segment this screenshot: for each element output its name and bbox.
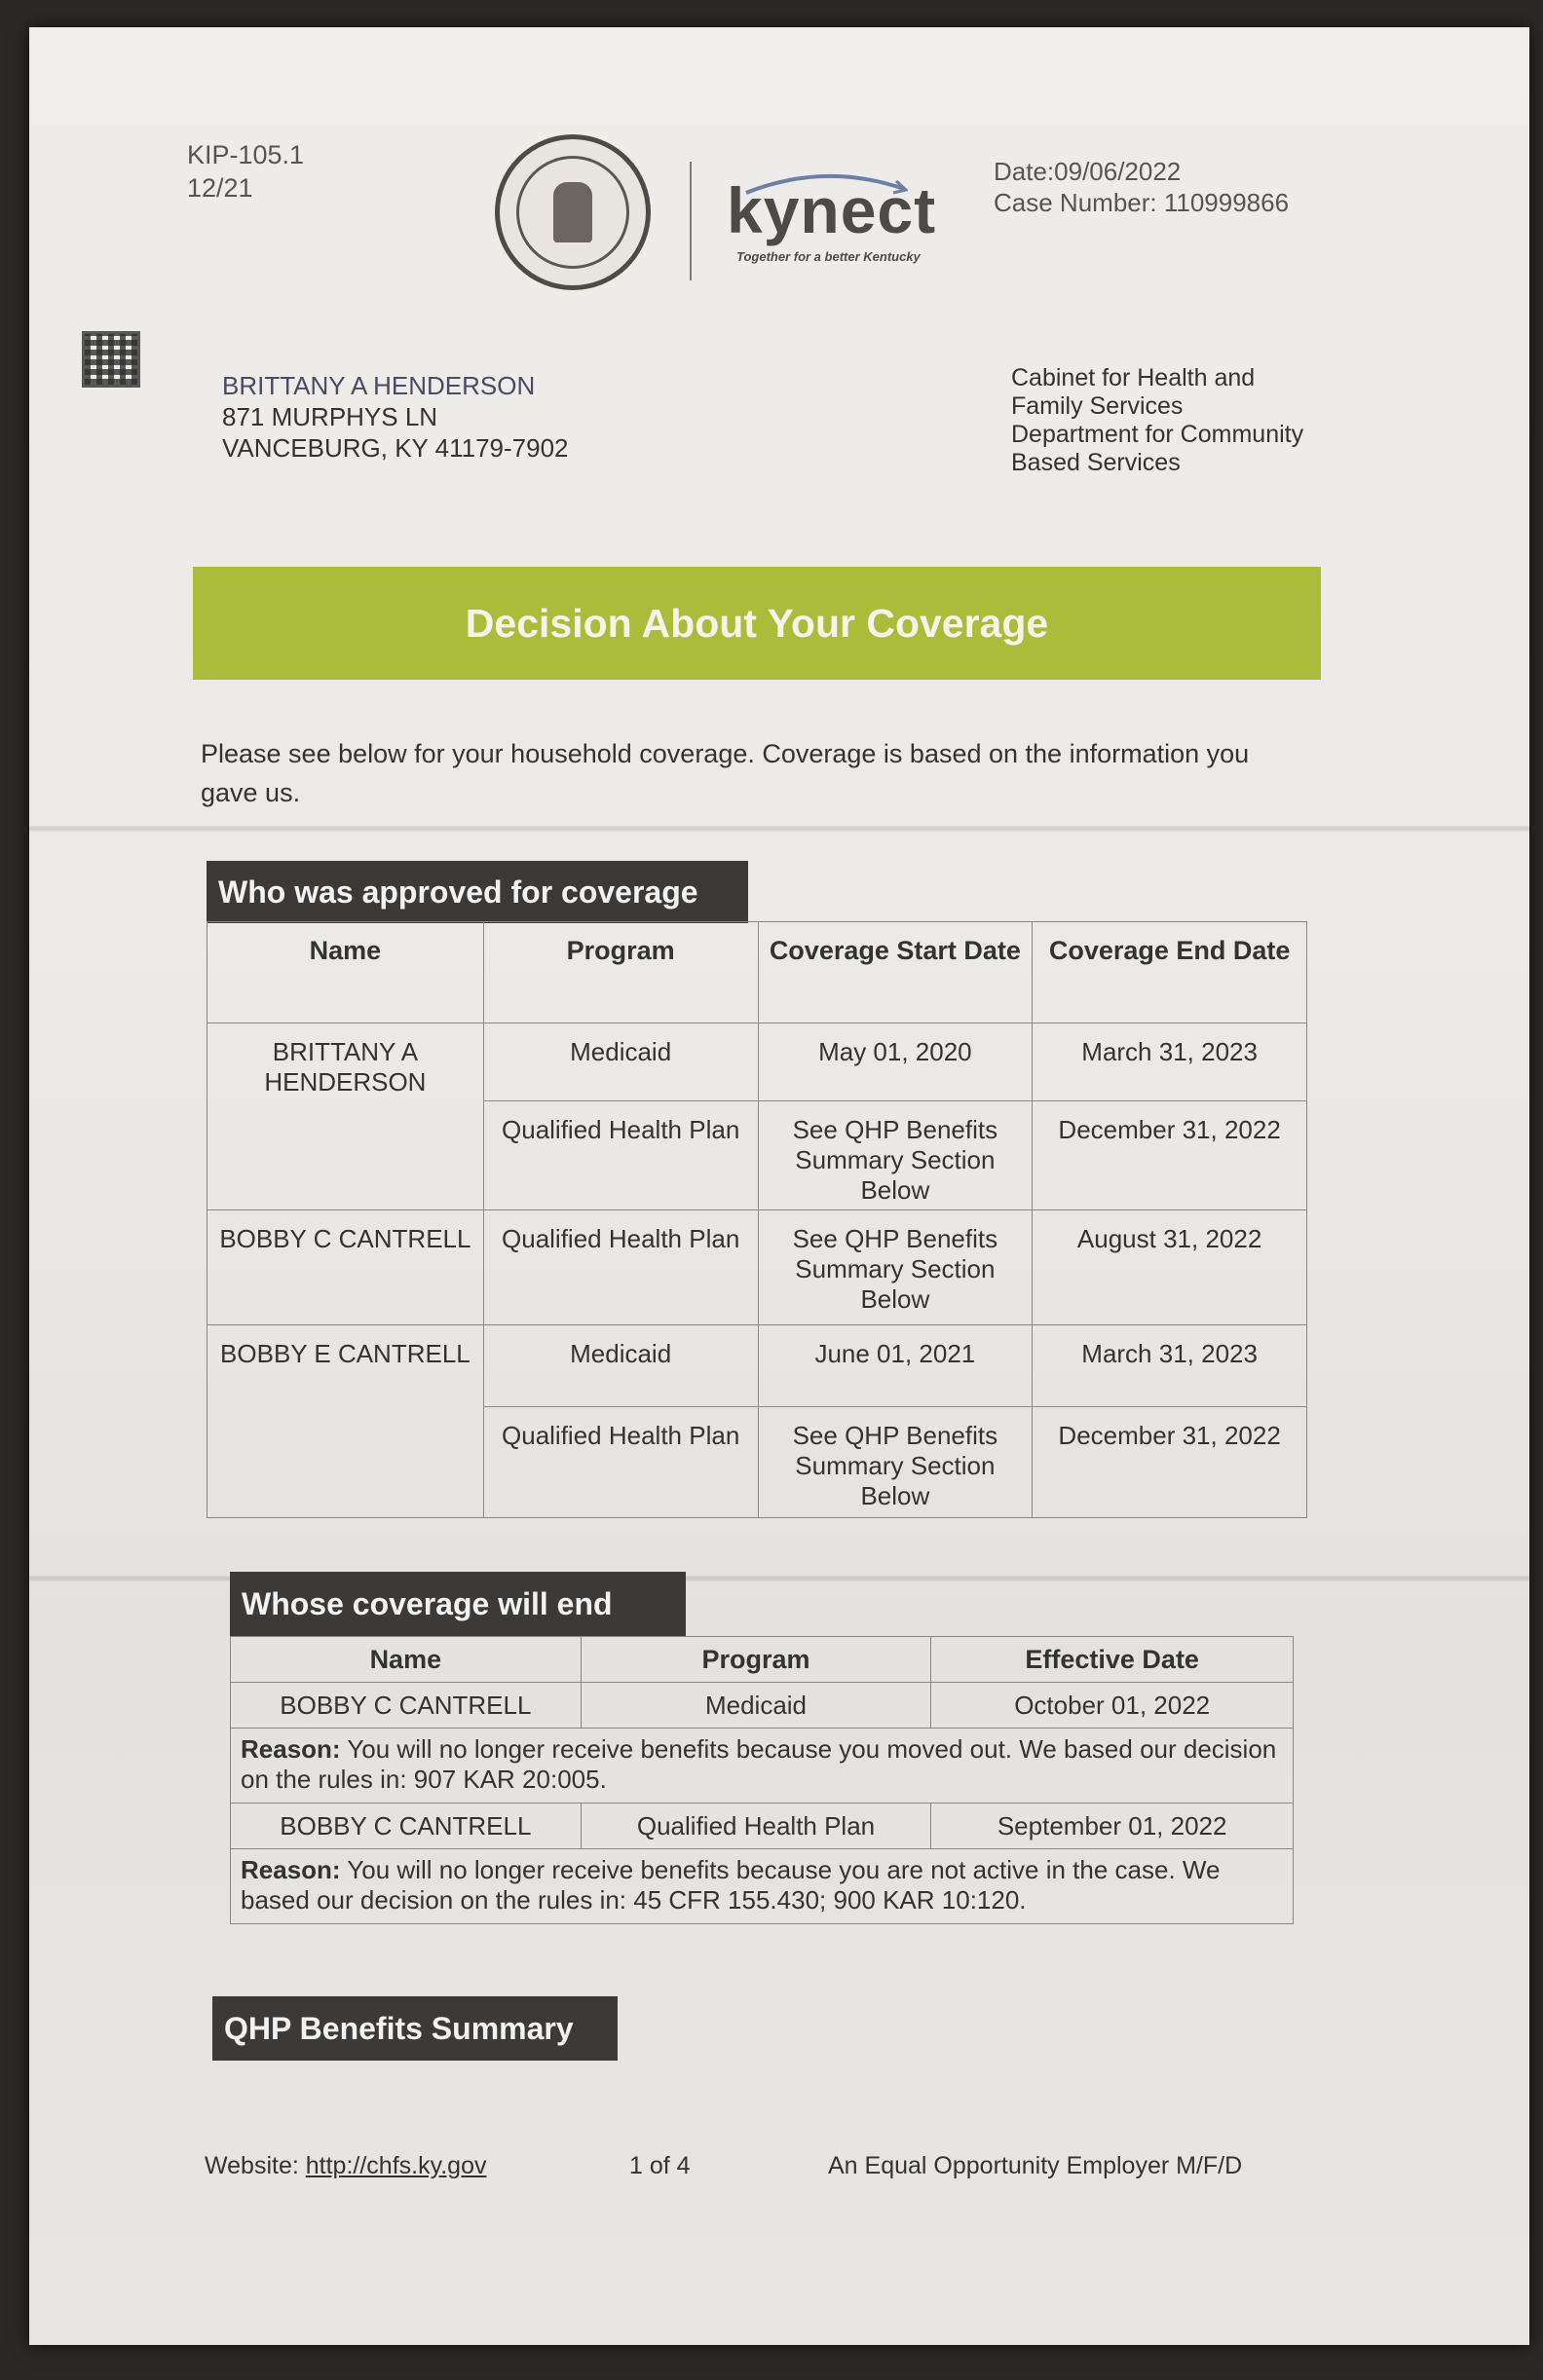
ending-table: [230, 1636, 1294, 1924]
reason-text: [231, 1849, 1294, 1924]
reason-label: Reason:: [241, 1855, 341, 1884]
recipient-city: VANCEBURG, KY 41179-7902: [222, 433, 569, 463]
member-name: BRITTANY A HENDERSON: [207, 1023, 484, 1210]
form-id: [187, 138, 304, 205]
col-header-program: Program: [581, 1637, 931, 1683]
table-row: [207, 1023, 1307, 1101]
recipient-address: [222, 370, 569, 464]
program: Medicaid: [483, 1325, 758, 1407]
start-date: May 01, 2020: [758, 1023, 1033, 1101]
approved-heading: Who was approved for coverage: [207, 861, 748, 923]
start-date: See QHP Benefits Summary Section Below: [758, 1101, 1033, 1210]
reason-body: You will no longer receive benefits because you moved out. We based our decision on the rules in: 907 KAR 20:005.: [241, 1734, 1277, 1794]
table-row: [207, 1210, 1307, 1325]
case-number: Case Number: 110999866: [994, 188, 1290, 217]
qr-code-icon: [82, 331, 140, 388]
qhp-heading: QHP Benefits Summary: [212, 1996, 618, 2061]
member-name: BOBBY C CANTRELL: [231, 1683, 582, 1729]
employer-statement: An Equal Opportunity Employer M/F/D: [828, 2152, 1243, 2179]
reason-row: [231, 1729, 1294, 1804]
end-date: August 31, 2022: [1033, 1210, 1307, 1325]
agency-block: [1011, 364, 1303, 477]
footer-website: [205, 2152, 486, 2180]
effective-date: September 01, 2022: [931, 1804, 1294, 1849]
form-code: KIP-105.1: [187, 140, 305, 169]
col-header-end: Coverage End Date: [1033, 922, 1307, 1023]
col-header-start: Coverage Start Date: [758, 922, 1033, 1023]
member-name: BOBBY C CANTRELL: [207, 1210, 484, 1325]
program: Qualified Health Plan: [581, 1804, 931, 1849]
reason-text: [231, 1729, 1294, 1804]
start-date: See QHP Benefits Summary Section Below: [758, 1407, 1033, 1518]
program: Medicaid: [483, 1023, 758, 1101]
end-date: March 31, 2023: [1033, 1023, 1307, 1101]
paper-fold: [29, 826, 1529, 832]
program: Medicaid: [581, 1683, 931, 1729]
effective-date: October 01, 2022: [931, 1683, 1294, 1729]
decision-banner: Decision About Your Coverage: [193, 567, 1321, 680]
recipient-name: BRITTANY A HENDERSON: [222, 371, 536, 400]
start-date: See QHP Benefits Summary Section Below: [758, 1210, 1033, 1325]
website-label: Website:: [205, 2152, 306, 2179]
program: Qualified Health Plan: [483, 1407, 758, 1518]
ending-heading: Whose coverage will end: [230, 1572, 686, 1636]
table-row: [231, 1804, 1294, 1849]
form-revision: 12/21: [187, 173, 253, 203]
header-info: [994, 156, 1289, 218]
agency-line: Based Services: [1011, 449, 1181, 476]
kynect-tagline: Together for a better Kentucky: [736, 249, 921, 264]
agency-line: Family Services: [1011, 392, 1184, 420]
start-date: June 01, 2021: [758, 1325, 1033, 1407]
member-name: BOBBY E CANTRELL: [207, 1325, 484, 1518]
logo-divider: [690, 162, 692, 280]
reason-label: Reason:: [241, 1734, 341, 1764]
intro-text: Please see below for your household coverage. Coverage is based on the information you gave us.: [201, 739, 1250, 807]
recipient-street: 871 MURPHYS LN: [222, 402, 438, 431]
col-header-program: Program: [483, 922, 758, 1023]
end-date: December 31, 2022: [1033, 1407, 1307, 1518]
kynect-logo: kynect: [727, 174, 937, 246]
notice-date: Date:09/06/2022: [994, 157, 1182, 186]
website-link[interactable]: http://chfs.ky.gov: [305, 2152, 487, 2179]
program: Qualified Health Plan: [483, 1210, 758, 1325]
kentucky-seal-icon: [495, 134, 651, 290]
table-row: [231, 1683, 1294, 1729]
col-header-effective-date: Effective Date: [931, 1637, 1294, 1683]
col-header-name: Name: [231, 1637, 582, 1683]
approved-table: [207, 921, 1307, 1518]
reason-row: [231, 1849, 1294, 1924]
agency-line: Department for Community: [1011, 421, 1304, 448]
col-header-name: Name: [207, 922, 484, 1023]
end-date: March 31, 2023: [1033, 1325, 1307, 1407]
program: Qualified Health Plan: [483, 1101, 758, 1210]
agency-line: Cabinet for Health and: [1011, 364, 1256, 391]
page-number: 1 of 4: [629, 2152, 691, 2179]
end-date: December 31, 2022: [1033, 1101, 1307, 1210]
member-name: BOBBY C CANTRELL: [231, 1804, 582, 1849]
table-row: [207, 1325, 1307, 1407]
reason-body: You will no longer receive benefits because you are not active in the case. We based our decision on the rules in: 45 CFR 155.430; 900 KAR 10:120.: [241, 1855, 1221, 1915]
